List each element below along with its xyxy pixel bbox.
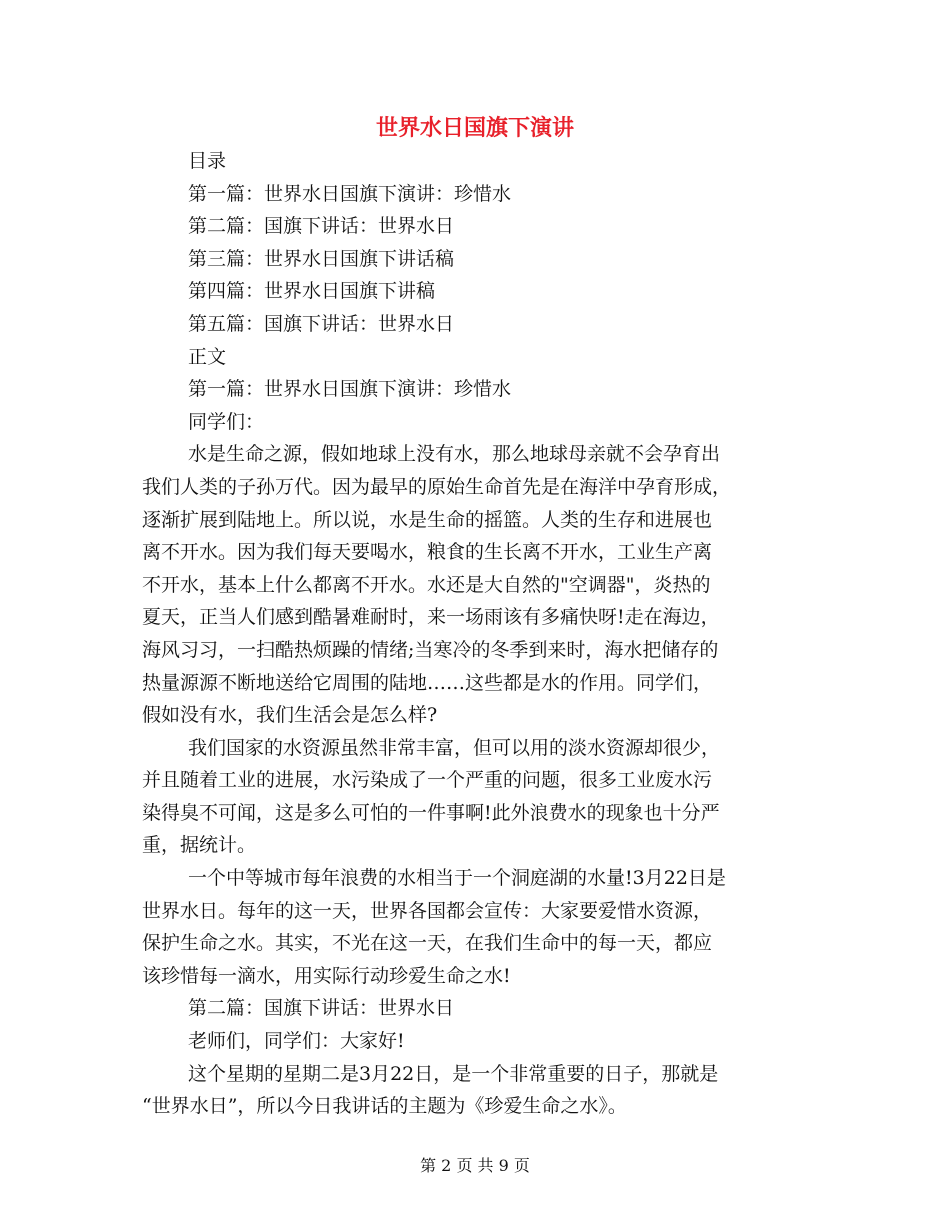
document-title: 世界水日国旗下演讲 xyxy=(375,116,574,141)
text-line: 并且随着工业的进展，水污染成了一个严重的问题，很多工业废水污 xyxy=(142,769,713,792)
toc-item: 第三篇：世界水日国旗下讲话稿 xyxy=(188,247,455,270)
toc-item: 第二篇：国旗下讲话：世界水日 xyxy=(188,215,455,238)
greeting: 同学们： xyxy=(188,410,265,433)
text-line: 世界水日。每年的这一天，世界各国都会宣传：大家要爱惜水资源， xyxy=(142,899,713,922)
toc-item: 第四篇：世界水日国旗下讲稿 xyxy=(188,280,436,303)
section-title: 第二篇：国旗下讲话：世界水日 xyxy=(188,997,455,1020)
paragraph xyxy=(142,1058,810,1123)
section-title: 第一篇：世界水日国旗下演讲：珍惜水 xyxy=(188,378,512,401)
text-line: 海风习习，一扫酷热烦躁的情绪;当寒冷的冬季到来时，海水把储存的 xyxy=(142,638,719,661)
text-line: 染得臭不可闻，这是多么可怕的一件事啊!此外浪费水的现象也十分严 xyxy=(142,801,720,824)
paragraph xyxy=(142,438,810,731)
text-line: 假如没有水，我们生活会是怎么样? xyxy=(142,704,438,727)
text-line: 保护生命之水。其实，不光在这一天，在我们生命中的每一天，都应 xyxy=(142,932,713,955)
toc-item: 第五篇：国旗下讲话：世界水日 xyxy=(188,312,455,335)
toc-heading: 目录 xyxy=(188,150,227,172)
paragraph xyxy=(142,862,810,992)
text-line: 我们人类的子孙万代。因为最早的原始生命首先是在海洋中孕育形成， xyxy=(142,475,732,498)
document-body xyxy=(142,145,810,1123)
text-line: 我们国家的水资源虽然非常丰富，但可以用的淡水资源却很少， xyxy=(188,736,721,759)
greeting: 老师们，同学们：大家好! xyxy=(188,1030,405,1053)
page-footer: 第 2 页 共 9 页 xyxy=(420,1156,530,1175)
text-line: 逐渐扩展到陆地上。所以说，水是生命的摇篮。人类的生存和进展也 xyxy=(142,508,713,531)
text-line: 水是生命之源，假如地球上没有水，那么地球母亲就不会孕育出 xyxy=(188,443,721,466)
text-line: 这个星期的星期二是3月22日，是一个非常重要的日子，那就是 xyxy=(188,1062,719,1085)
text-line: 该珍惜每一滴水，用实际行动珍爱生命之水! xyxy=(142,964,511,987)
text-line: 热量源源不断地送给它周围的陆地……这些都是水的作用。同学们， xyxy=(142,671,713,694)
text-line: “世界水日”，所以今日我讲话的主题为《珍爱生命之水》。 xyxy=(142,1095,627,1118)
text-line: 一个中等城市每年浪费的水相当于一个洞庭湖的水量!3月22日是 xyxy=(188,867,726,890)
text-line: 夏天，正当人们感到酷暑难耐时，来一场雨该有多痛快呀!走在海边， xyxy=(142,606,720,629)
paragraph xyxy=(142,732,810,862)
toc-item: 第一篇：世界水日国旗下演讲：珍惜水 xyxy=(188,182,512,205)
text-line: 离不开水。因为我们每天要喝水，粮食的生长离不开水，工业生产离 xyxy=(142,541,713,564)
text-line: 不开水，基本上什么都离不开水。水还是大自然的"空调器"，炎热的 xyxy=(142,573,711,596)
text-line: 重，据统计。 xyxy=(142,834,257,857)
body-heading: 正文 xyxy=(188,345,227,368)
